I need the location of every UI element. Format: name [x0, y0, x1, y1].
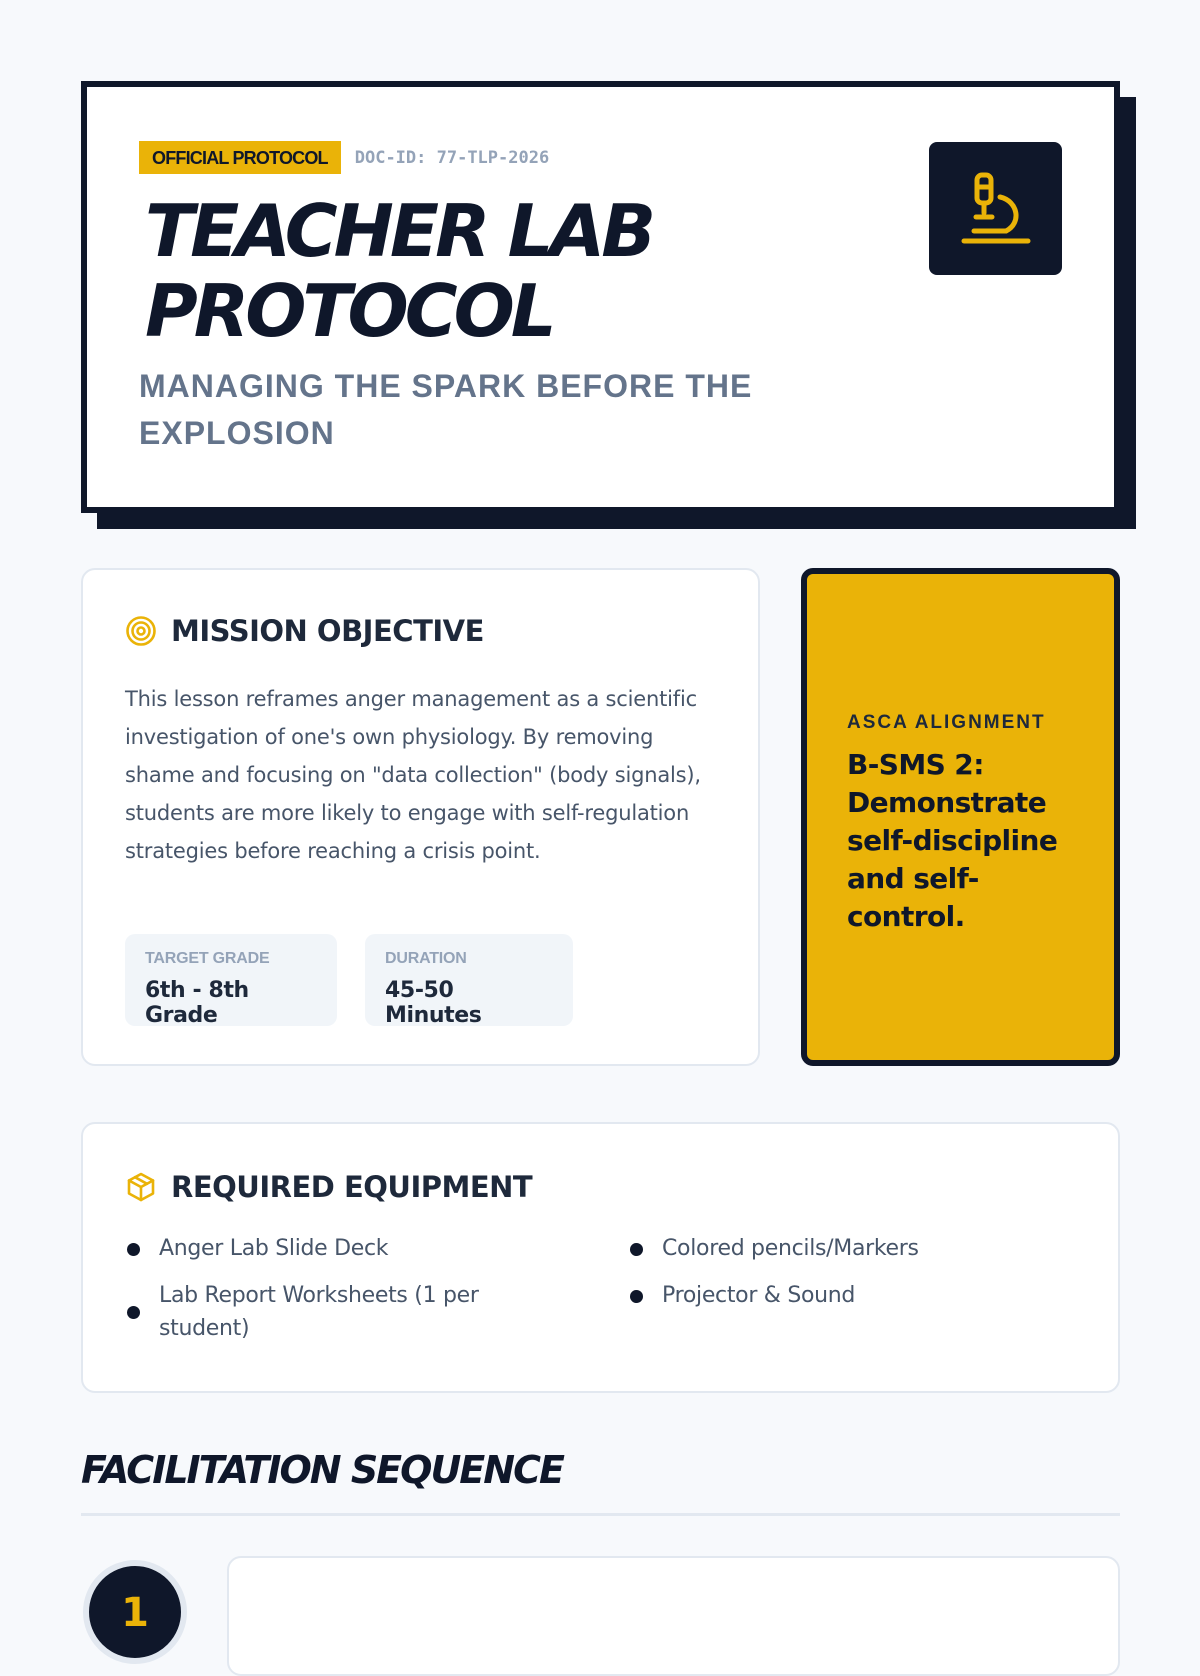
duration-label: DURATION [385, 950, 467, 967]
equipment-item: Anger Lab Slide Deck [159, 1236, 389, 1261]
duration-box [365, 934, 573, 1026]
doc-id: DOC-ID: 77-TLP-2026 [354, 147, 550, 168]
mission-objective-card [81, 568, 760, 1066]
bullet-icon [127, 1306, 140, 1319]
package-icon [125, 1171, 157, 1203]
equipment-list-col2 [628, 1232, 1048, 1326]
bullet-icon [127, 1243, 140, 1256]
mission-title: MISSION OBJECTIVE [171, 614, 484, 648]
step-number-badge [83, 1560, 187, 1664]
asca-standard: B-SMS 2: Demonstrate self-discipline and self-control. [847, 748, 1058, 933]
equipment-item: Projector & Sound [662, 1283, 856, 1308]
microscope-icon [960, 171, 1032, 247]
bullet-icon [630, 1290, 643, 1303]
target-grade-value: 6th - 8th Grade [145, 978, 249, 1028]
header-icon-box [929, 142, 1062, 275]
target-grade-box [125, 934, 337, 1026]
list-item [125, 1279, 545, 1345]
equipment-item: Lab Report Worksheets (1 per student) [159, 1283, 479, 1341]
facilitation-title: FACILITATION SEQUENCE [81, 1448, 563, 1492]
protocol-header-card [81, 81, 1120, 513]
badge-row [139, 141, 549, 174]
required-equipment-card [81, 1122, 1120, 1393]
official-protocol-badge: OFFICIAL PROTOCOL [139, 141, 341, 174]
page-title: TEACHER LAB PROTOCOL [145, 189, 653, 353]
mission-description: This lesson reframes anger management as a scientific investigation of one's own physiology. By removing shame and focusing on "data collection" (body signals), students are more likely to engage with self-regulation strategies before reaching a crisis point. [125, 687, 701, 863]
equipment-item: Colored pencils/Markers [662, 1236, 919, 1261]
list-item [628, 1279, 1048, 1312]
page-subtitle: MANAGING THE SPARK BEFORE THE EXPLOSION [139, 368, 753, 451]
asca-label: ASCA ALIGNMENT [847, 712, 1046, 733]
equipment-heading [125, 1170, 532, 1204]
step-number: 1 [121, 1590, 149, 1636]
target-grade-label: TARGET GRADE [145, 950, 270, 967]
mission-heading [125, 614, 484, 648]
bullet-icon [630, 1243, 643, 1256]
list-item [125, 1232, 545, 1265]
step-card [227, 1556, 1120, 1676]
asca-alignment-card [801, 568, 1120, 1066]
target-icon [125, 615, 157, 647]
list-item [628, 1232, 1048, 1265]
divider [81, 1513, 1120, 1516]
duration-value: 45-50 Minutes [385, 978, 482, 1028]
equipment-list-col1 [125, 1232, 545, 1359]
equipment-title: REQUIRED EQUIPMENT [171, 1170, 533, 1204]
